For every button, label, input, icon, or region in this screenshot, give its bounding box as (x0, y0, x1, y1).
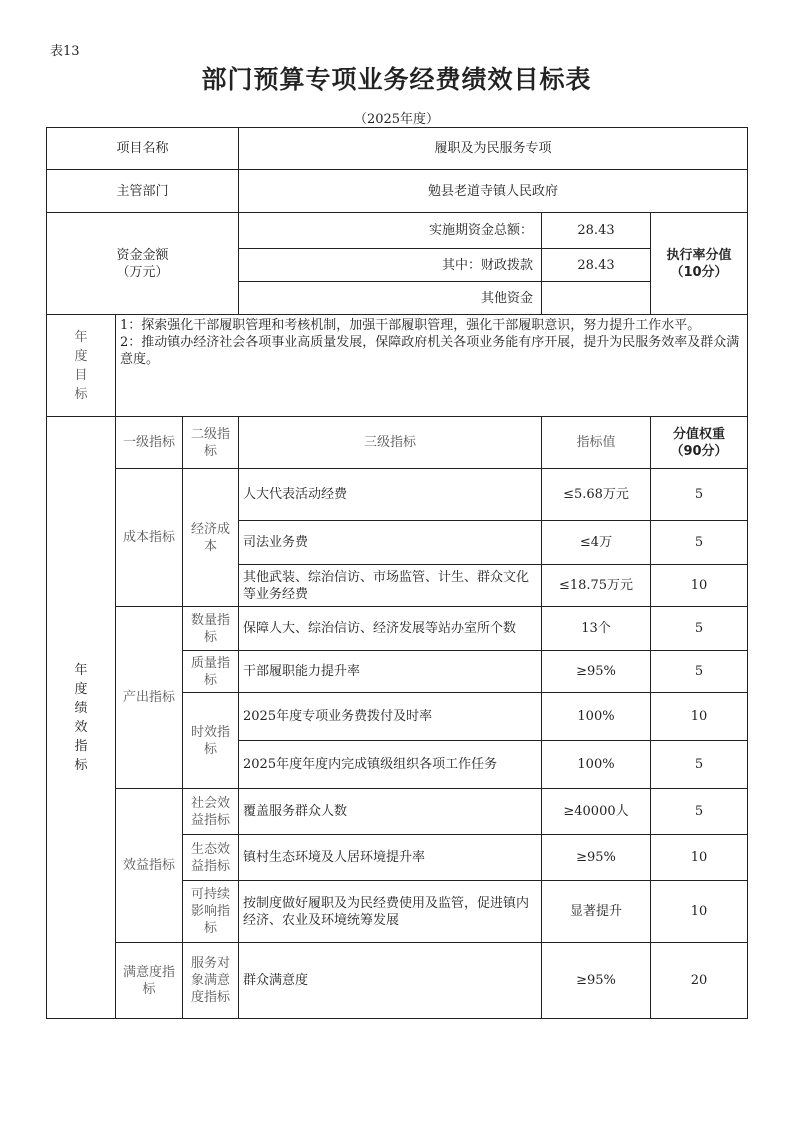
other-funds-label: 其他资金 (239, 282, 542, 315)
indicator-weight: 5 (651, 651, 748, 693)
indicator-name: 干部履职能力提升率 (239, 651, 542, 693)
subgroup-social: 社会效益指标 (183, 789, 239, 835)
project-name-label: 项目名称 (47, 128, 239, 170)
indicator-weight: 5 (651, 469, 748, 521)
header-level2: 二级指标 (183, 417, 239, 469)
annual-goal-text-1: 1：探索强化干部履职管理和考核机制，加强干部履职管理，强化干部履职意识，努力提升工作水平。 (120, 318, 701, 333)
indicator-weight: 10 (651, 693, 748, 741)
indicator-weight: 5 (651, 741, 748, 789)
indicator-name: 保障人大、综治信访、经济发展等站办室所个数 (239, 607, 542, 651)
indicators-section-label: 年度绩效指标 (47, 417, 116, 1019)
header-value: 指标值 (542, 417, 651, 469)
annual-goal-text-2: 2：推动镇办经济社会各项事业高质量发展，保障政府机关各项业务能有序开展，提升为民服务效率及群众满意度。 (120, 335, 740, 367)
subgroup-economic-cost: 经济成本 (183, 469, 239, 607)
indicator-weight: 10 (651, 881, 748, 943)
annual-goal-label: 年度目标 (47, 315, 116, 417)
indicator-name: 2025年度专项业务费拨付及时率 (239, 693, 542, 741)
group-output: 产出指标 (116, 607, 183, 789)
indicator-weight: 10 (651, 565, 748, 607)
indicator-value: ≤5.68万元 (542, 469, 651, 521)
indicator-name: 2025年度年度内完成镇级组织各项工作任务 (239, 741, 542, 789)
funds-label-line1: 资金金额 (116, 247, 169, 263)
indicator-value: 13个 (542, 607, 651, 651)
indicator-name: 司法业务费 (239, 521, 542, 565)
indicator-value: 100% (542, 741, 651, 789)
fiscal-funds-label: 其中：财政拨款 (239, 249, 542, 282)
indicator-name: 按制度做好履职及为民经费使用及监管，促进镇内经济、农业及环境统筹发展 (239, 881, 542, 943)
page-title: 部门预算专项业务经费绩效目标表 (201, 65, 592, 94)
funds-label (47, 213, 239, 315)
indicator-value: 显著提升 (542, 881, 651, 943)
indicator-value: ≥95% (542, 943, 651, 1019)
execution-rate-line1: 执行率分值 (666, 247, 732, 263)
indicator-name: 群众满意度 (239, 943, 542, 1019)
execution-rate-score (651, 213, 748, 315)
indicator-value: ≤18.75万元 (542, 565, 651, 607)
header-level3: 三级指标 (239, 417, 542, 469)
header-level1: 一级指标 (116, 417, 183, 469)
fiscal-funds-value: 28.43 (542, 249, 651, 282)
other-funds-value (542, 282, 651, 315)
indicator-weight: 5 (651, 789, 748, 835)
indicator-name: 覆盖服务群众人数 (239, 789, 542, 835)
funds-label-line2: （万元） (116, 264, 169, 280)
table-number: 表13 (50, 44, 80, 59)
subgroup-quantity: 数量指标 (183, 607, 239, 651)
indicator-weight: 10 (651, 835, 748, 881)
total-funds-label: 实施期资金总额： (239, 213, 542, 249)
indicator-weight: 5 (651, 607, 748, 651)
subgroup-service-satisfaction: 服务对象满意度指标 (183, 943, 239, 1019)
subgroup-timeliness: 时效指标 (183, 693, 239, 789)
project-name-value: 履职及为民服务专项 (239, 128, 748, 170)
indicator-name: 人大代表活动经费 (239, 469, 542, 521)
indicator-value: 100% (542, 693, 651, 741)
indicator-name: 其他武装、综治信访、市场监管、计生、群众文化等业务经费 (239, 565, 542, 607)
fiscal-year: （2025年度） (353, 112, 440, 127)
subgroup-quality: 质量指标 (183, 651, 239, 693)
indicator-value: ≥40000人 (542, 789, 651, 835)
department-label: 主管部门 (47, 170, 239, 213)
group-cost: 成本指标 (116, 469, 183, 607)
subgroup-sustainable: 可持续影响指标 (183, 881, 239, 943)
performance-table (46, 127, 748, 1019)
header-weight (651, 417, 748, 469)
subgroup-ecological: 生态效益指标 (183, 835, 239, 881)
indicator-value: ≥95% (542, 651, 651, 693)
header-weight-line1: 分值权重 (673, 426, 726, 442)
group-benefit: 效益指标 (116, 789, 183, 943)
indicator-name: 镇村生态环境及人居环境提升率 (239, 835, 542, 881)
total-funds-value: 28.43 (542, 213, 651, 249)
indicator-value: ≥95% (542, 835, 651, 881)
indicator-weight: 20 (651, 943, 748, 1019)
execution-rate-line2: （10分） (670, 264, 728, 280)
group-satisfaction: 满意度指标 (116, 943, 183, 1019)
indicator-value: ≤4万 (542, 521, 651, 565)
header-weight-line2: （90分） (670, 443, 728, 459)
department-value: 勉县老道寺镇人民政府 (239, 170, 748, 213)
indicator-weight: 5 (651, 521, 748, 565)
